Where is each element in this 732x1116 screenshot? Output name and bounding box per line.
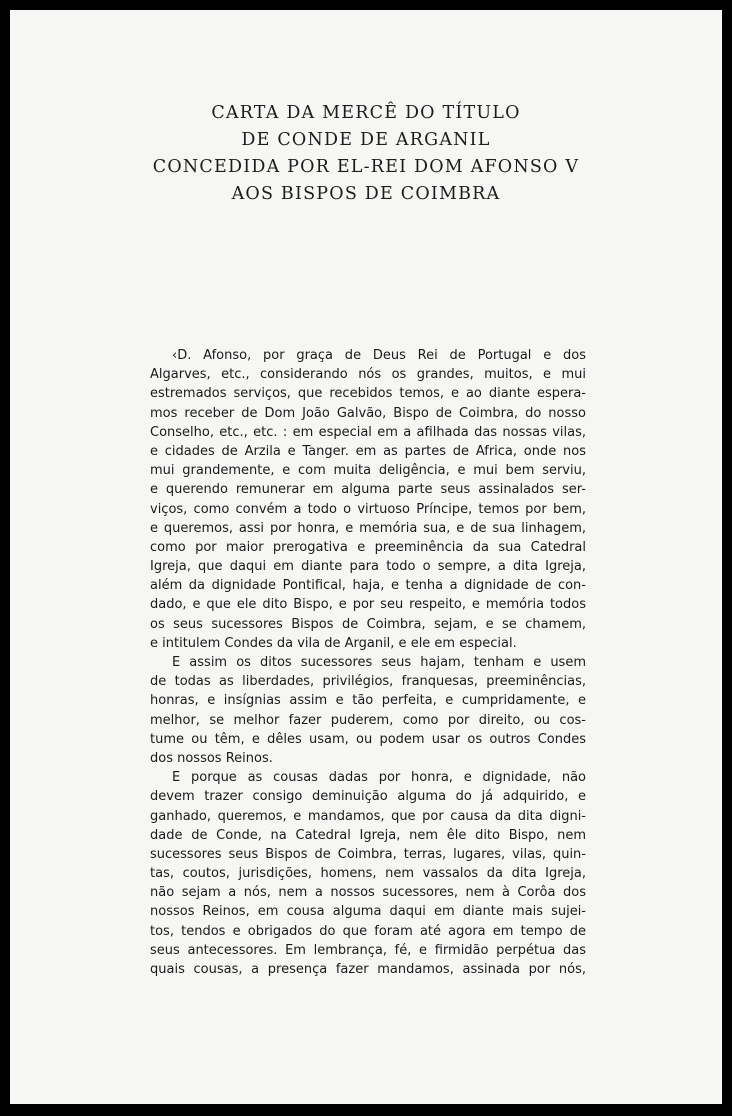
text-line: Algarves, etc., considerando nós os grandes, muitos, e mui [150,367,586,383]
title-line: DE CONDE DE ARGANIL [241,130,491,150]
text-line: ganhado, queremos, e mandamos, que por causa da dita digni- [150,808,586,824]
text-line: Conselho, etc., etc. : em especial em a afilhada das nossas vilas, [150,424,586,440]
text-line: E assim os ditos sucessores seus hajam, tenham e usem [172,655,586,670]
document-title [10,100,722,208]
text-line: E porque as cousas dadas por honra, e dignidade, não [172,770,586,786]
text-line: mos receber de Dom João Galvão, Bispo de Coimbra, do nosso [150,405,586,421]
text-line: quais cousas, a presença fazer mandamos, assinada por nós, [150,962,586,977]
text-line: e cidades de Arzila e Tanger. em as partes de Africa, onde nos [150,443,586,459]
text-line: sucessores seus Bispos de Coimbra, terras, lugares, vilas, quin- [150,846,586,862]
text-line: dos nossos Reinos. [150,750,273,766]
text-line: seus antecessores. Em lembrança, fé, e firmidão perpétua das [150,942,586,958]
text-line: e querendo remunerar em alguma parte seus assinalados ser- [150,482,586,498]
text-line: nossos Reinos, em cousa alguma daqui em diante mais sujei- [150,904,586,920]
text-line: tas, coutos, jurisdições, homens, nem vassalos da dita Igreja, [150,866,586,882]
letter-body [150,346,586,979]
text-line: dado, e que ele dito Bispo, e por seu respeito, e memória todos [150,597,586,613]
text-line: e intitulem Condes da vila de Arganil, e ele em especial. [150,635,517,651]
text-line: Igreja, que daqui em diante para todo o sempre, a dita Igreja, [150,559,586,575]
text-line: não sejam a nós, nem a nossos sucessores, nem à Corôa dos [150,885,586,901]
text-line: e queremos, assi por honra, e memória sua, e de sua linhagem, [150,520,586,536]
text-line: viços, como convém a todo o virtuoso Príncipe, temos por bem, [150,501,586,517]
text-line: mui grandemente, e com muita deligência, e mui bem serviu, [150,463,586,479]
text-line: os seus sucessores Bispos de Coimbra, sejam, e se chamem, [150,616,586,632]
text-line: tos, tendos e obrigados do que foram até agora em tempo de [150,923,586,939]
title-line: CONCEDIDA POR EL-REI DOM AFONSO V [152,157,580,177]
title-line: CARTA DA MERCÊ DO TÍTULO [211,103,521,123]
text-line: como por maior prerogativa e preeminência da sua Catedral [150,539,586,555]
text-line: tume ou têm, e dêles usam, ou podem usar os outros Condes [150,731,586,747]
text-line: melhor, se melhor fazer puderem, como por direito, ou cos- [150,712,586,728]
text-line: além da dignidade Pontifical, haja, e tenha a dignidade de con- [150,578,586,594]
document-page [10,10,722,1104]
text-line: estremados serviços, que recebidos temos, e ao diante espera- [150,386,586,402]
text-line: ‹D. Afonso, por graça de Deus Rei de Portugal e dos [172,348,586,363]
text-line: de todas as liberdades, privilégios, franquesas, preeminências, [150,674,586,690]
text-line: honras, e insígnias assim e tão perfeita, e cumpridamente, e [150,693,586,709]
text-line: devem trazer consigo deminuição alguma do já adquirido, e [150,789,586,805]
title-line: AOS BISPOS DE COIMBRA [231,184,501,204]
text-line: dade de Conde, na Catedral Igreja, nem êle dito Bispo, nem [150,827,586,843]
